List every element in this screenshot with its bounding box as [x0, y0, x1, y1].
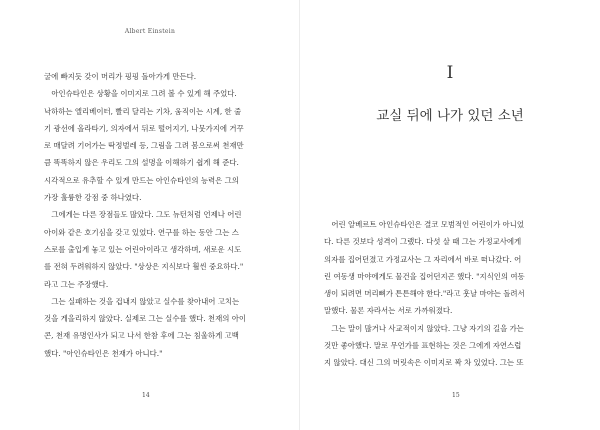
text-line: 로 매달려 기어가는 딱정벌레 등, 그림을 그려 봄으로써 천재만: [44, 141, 244, 151]
text-line: 했다. "아인슈타인은 천재가 아니다.": [44, 348, 163, 358]
text-line: 그는 실패하는 것을 겁내지 않았고 실수를 찾아내어 고치는: [44, 296, 240, 306]
text-line: 기 광선에 올라타기, 의자에서 뒤로 떨어지기, 나뭇가지에 거꾸: [44, 123, 244, 133]
text-line: 큼 똑똑하지 않은 우리도 그의 설명을 이해하기 쉽게 해 준다.: [44, 158, 239, 168]
text-line: 그는 말이 많거나 사교적이지 않았다. 그냥 자기의 길을 가는: [324, 323, 524, 333]
text-line: 어린 알베르트 아인슈타인은 결코 모범적인 어린이가 아니었: [324, 220, 524, 229]
right-page-body: [324, 216, 576, 372]
text-line: 라고 그는 주장했다.: [44, 279, 109, 289]
text-line: 것을 게을리하지 않았다. 실제로 그는 실수를 했다. 천재의 아이: [44, 314, 246, 324]
running-head: Albert Einstein: [124, 28, 176, 35]
chapter-number: I: [446, 63, 454, 83]
left-page-body: [44, 68, 270, 362]
text-line: 지 않았다. 대신 그의 머릿속은 이미지로 꽉 차 있었다. 그는 또: [324, 358, 524, 368]
text-line: 말했다. 물론 자라서는 서로 가까워졌다.: [324, 306, 453, 316]
text-line: 의자를 집어던졌고 가정교사는 그 자리에서 바로 떠나갔다. 어: [324, 254, 522, 264]
text-line: 콘, 천재 유명인사가 되고 나서 한참 후에 그는 침울하게 고백: [44, 331, 239, 341]
text-line: 가장 훌륭한 강점 중 하나였다.: [44, 193, 142, 203]
text-line: 시각적으로 유추할 수 있게 만드는 아인슈타인의 능력은 그의: [44, 175, 239, 185]
text-line: 생이 되려면 머리뼈가 튼튼해야 한다."라고 훗날 마야는 돌려서: [324, 289, 525, 299]
right-page: [300, 0, 600, 430]
text-line: 것만 좋아했다. 말로 무언가를 표현하는 것은 그에게 자연스럽: [324, 341, 522, 351]
text-line: 아인슈타인은 상황을 이미지로 그려 볼 수 있게 해 주었다.: [44, 89, 237, 99]
text-line: 린 여동생 마야에게도 물건을 집어던지곤 했다. "지식인의 여동: [324, 271, 525, 281]
text-line: 를 전혀 두려워하지 않았다. "상상은 지식보다 훨씬 중요하다.": [44, 262, 244, 272]
chapter-title: 교실 뒤에 나가 있던 소년: [376, 108, 524, 124]
text-line: 스로를 출입게 놓고 있는 어린아이라고 생각하며, 새로운 시도: [44, 244, 242, 254]
text-line: 그에게는 다른 장점들도 많았다. 그도 뉴턴처럼 언제나 어린: [44, 210, 242, 220]
text-line: 다. 다른 것보다 성격이 그랬다. 다섯 살 때 그는 가정교사에게: [324, 237, 522, 247]
text-line: 낙하하는 엘리베이터, 빨리 달리는 기차, 움직이는 시계, 한 줄: [44, 106, 242, 116]
text-line: 굴에 빠지듯 갖이 머리가 핑핑 돌아가게 만든다.: [44, 72, 197, 81]
page-number: 15: [452, 392, 460, 399]
page-number: 14: [142, 392, 150, 399]
text-line: 아이와 같은 호기심을 갖고 있었다. 연구를 하는 동안 그는 스: [44, 227, 239, 237]
